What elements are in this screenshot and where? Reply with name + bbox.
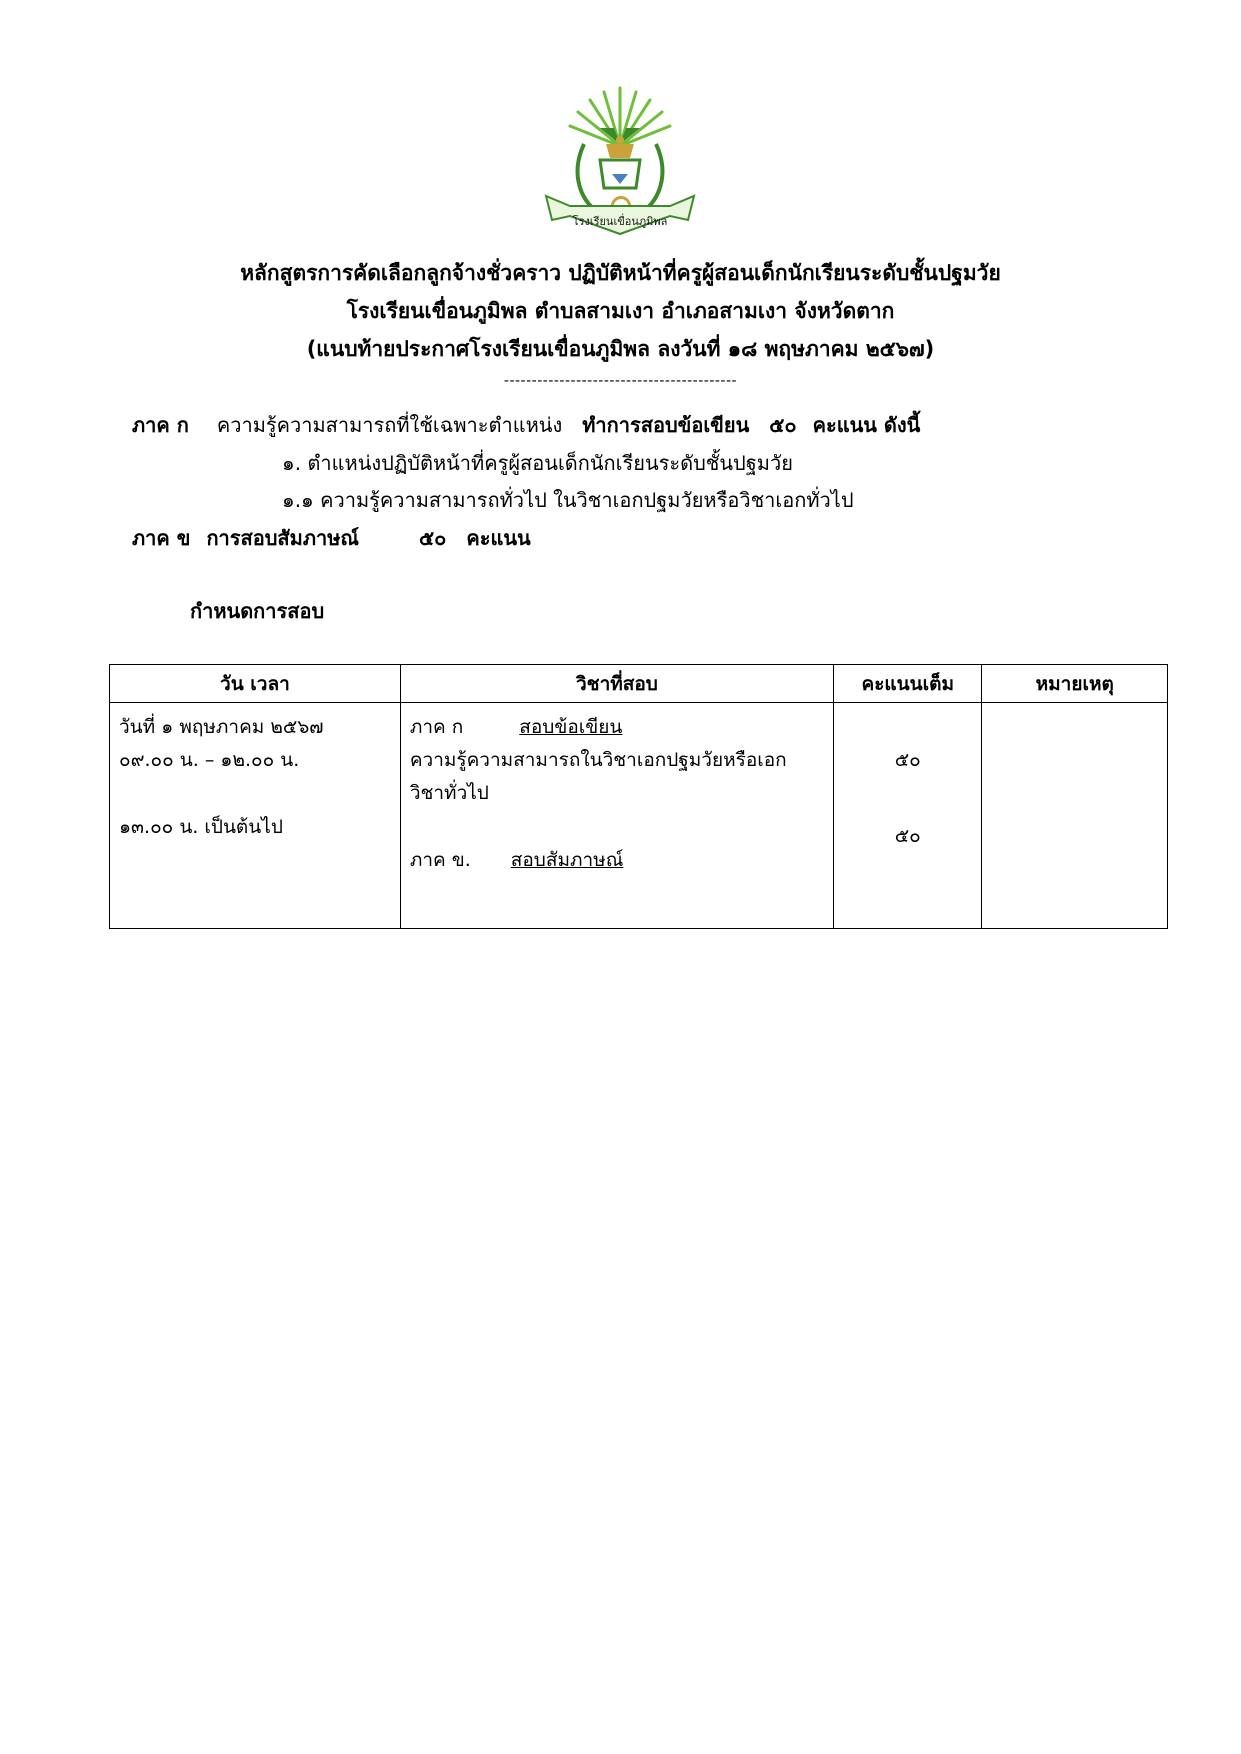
part-a-score: ๕๐ bbox=[769, 413, 797, 437]
part-b-unit: คะแนน bbox=[466, 526, 531, 550]
date-line-2: ๐๙.๐๐ น. – ๑๒.๐๐ น. bbox=[119, 749, 300, 771]
item-1: ๑. ตำแหน่งปฏิบัติหน้าที่ครูผู้สอนเด็กนักเรียนระดับชั้นปฐมวัย bbox=[282, 451, 793, 475]
part-a-label: ภาค ก bbox=[132, 413, 189, 437]
header-score: คะแนนเต็ม bbox=[834, 665, 982, 703]
header-subject: วิชาที่สอบ bbox=[400, 665, 833, 703]
date-line-1: วันที่ ๑ พฤษภาคม ๒๕๖๗ bbox=[119, 716, 324, 738]
table-row bbox=[110, 703, 1168, 929]
part-b-line bbox=[132, 524, 531, 552]
emblem-caption: โรงเรียนเขื่อนภูมิพล bbox=[572, 215, 668, 228]
subject-a-row bbox=[410, 711, 824, 744]
cell-date bbox=[110, 703, 401, 929]
title-line-1: หลักสูตรการคัดเลือกลูกจ้างชั่วคราว ปฏิบัติหน้าที่ครูผู้สอนเด็กนักเรียนระดับชั้นปฐมวัย bbox=[240, 261, 1001, 285]
subject-a-desc-1: ความรู้ความสามารถในวิชาเอกปฐมวัยหรือเอก bbox=[409, 749, 787, 771]
part-a-suffix: คะแนน ดังนี้ bbox=[812, 413, 921, 437]
header-remark: หมายเหตุ bbox=[982, 665, 1168, 703]
subject-b-label: ภาค ข. bbox=[409, 849, 471, 871]
school-emblem-icon bbox=[540, 84, 700, 242]
item-1-1: ๑.๑ ความรู้ความสามารถทั่วไป ในวิชาเอกปฐมวัยหรือวิชาเอกทั่วไป bbox=[282, 488, 854, 512]
schedule-table bbox=[109, 664, 1168, 929]
cell-score bbox=[834, 703, 982, 929]
subject-a-desc-2: วิชาทั่วไป bbox=[409, 782, 489, 804]
header-date: วัน เวลา bbox=[110, 665, 401, 703]
part-a-test: ทำการสอบข้อเขียน bbox=[582, 413, 750, 437]
part-b-text: การสอบสัมภาษณ์ bbox=[206, 526, 359, 550]
title-line-3: (แนบท้ายประกาศโรงเรียนเขื่อนภูมิพล ลงวันที่ ๑๘ พฤษภาคม ๒๕๖๗) bbox=[306, 337, 935, 361]
subject-b-title: สอบสัมภาษณ์ bbox=[510, 849, 624, 871]
score-a: ๕๐ bbox=[894, 749, 921, 771]
part-b-score: ๕๐ bbox=[418, 526, 447, 550]
subject-b-row bbox=[410, 844, 824, 877]
title-line-2: โรงเรียนเขื่อนภูมิพล ตำบลสามเงา อำเภอสามเงา จังหวัดตาก bbox=[346, 299, 895, 323]
cell-remark bbox=[982, 703, 1168, 929]
part-a-line bbox=[132, 411, 920, 439]
subject-a-title: สอบข้อเขียน bbox=[519, 716, 623, 738]
score-b: ๕๐ bbox=[894, 825, 921, 847]
schedule-heading: กำหนดการสอบ bbox=[190, 599, 325, 623]
table-header-row bbox=[110, 665, 1168, 703]
part-b-label: ภาค ข bbox=[132, 526, 191, 550]
cell-subject bbox=[400, 703, 833, 929]
divider-line: ------------------------------------------ bbox=[503, 373, 738, 389]
part-a-text: ความรู้ความสามารถที่ใช้เฉพาะตำแหน่ง bbox=[216, 413, 563, 437]
date-line-3: ๑๓.๐๐ น. เป็นต้นไป bbox=[119, 816, 283, 838]
subject-a-label: ภาค ก bbox=[409, 716, 464, 738]
